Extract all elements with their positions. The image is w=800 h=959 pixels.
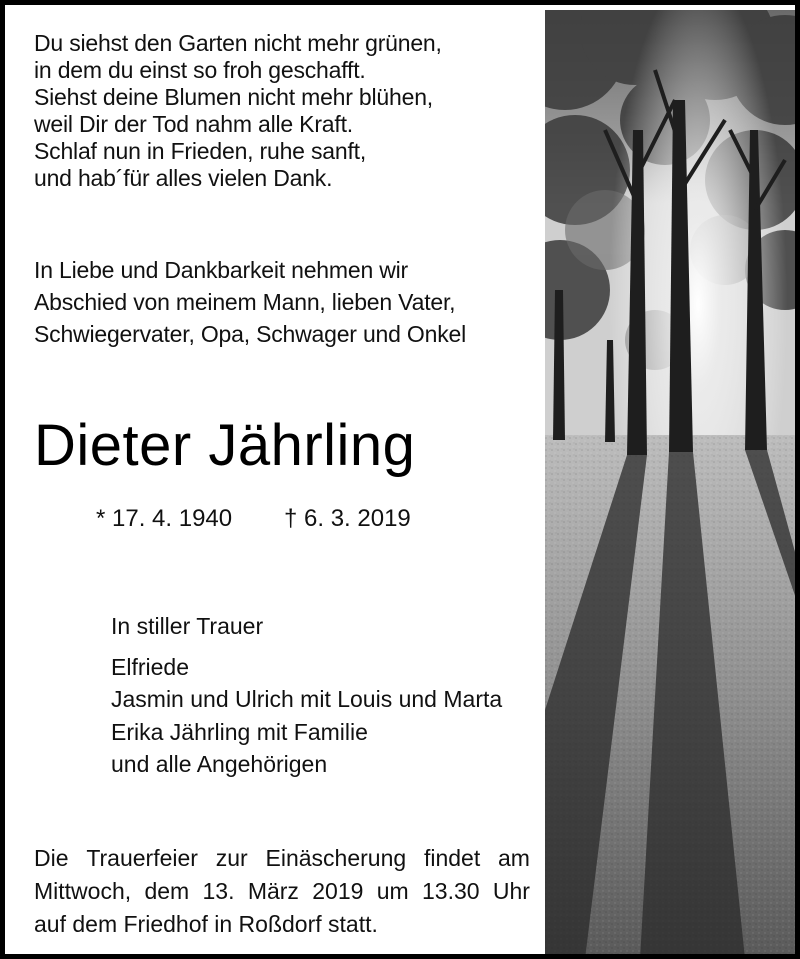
word: Uhr [492, 878, 530, 904]
mourner-name: Jasmin und Ulrich mit Louis und Marta [111, 686, 503, 712]
mourner-name: und alle Angehörigen [111, 751, 328, 777]
mourner-name: Erika Jährling mit Familie [111, 718, 368, 745]
poem-line: Du siehst den Garten nicht mehr grünen, [34, 30, 442, 56]
text-column [10, 10, 545, 959]
word: findet [423, 845, 481, 871]
intro-line: Abschied von meinem Mann, lieben Vater, [34, 289, 456, 315]
poem-line: und hab´für alles vielen Dank. [34, 165, 333, 191]
service-line [34, 875, 530, 908]
poem [34, 30, 442, 192]
poem-line: Siehst deine Blumen nicht mehr blühen, [34, 84, 433, 110]
word: um [376, 878, 409, 904]
death-date: † 6. 3. 2019 [284, 505, 411, 532]
mourners-heading: In stiller Trauer [111, 613, 264, 639]
intro-line: Schwiegervater, Opa, Schwager und Onkel [34, 321, 466, 347]
word: Trauerfeier [86, 845, 198, 871]
poem-line: Schlaf nun in Frieden, ruhe sanft, [34, 138, 367, 164]
intro-line: In Liebe und Dankbarkeit nehmen wir [34, 257, 409, 283]
poem-line: weil Dir der Tod nahm alle Kraft. [34, 111, 353, 137]
word: Einäscherung [265, 845, 407, 871]
word: 13.30 [422, 878, 480, 904]
word: Mittwoch, [34, 878, 132, 904]
service-line [34, 842, 530, 875]
word: Die [34, 845, 69, 871]
word: März [247, 878, 299, 904]
service-announcement [34, 842, 530, 941]
word: 2019 [312, 878, 364, 904]
word: dem [144, 878, 190, 904]
birth-date: * 17. 4. 1940 [96, 505, 233, 532]
word: zur [215, 845, 248, 871]
service-line: auf dem Friedhof in Roßdorf statt. [34, 911, 378, 937]
intro-text [34, 254, 466, 350]
poem-line: in dem du einst so froh geschafft. [34, 57, 366, 83]
word: 13. [202, 878, 235, 904]
deceased-name: Dieter Jährling [34, 413, 416, 478]
park-trees-photo [545, 10, 800, 959]
mourner-name: Elfriede [111, 653, 189, 680]
word: am [498, 845, 530, 871]
mourners-list [111, 610, 502, 781]
